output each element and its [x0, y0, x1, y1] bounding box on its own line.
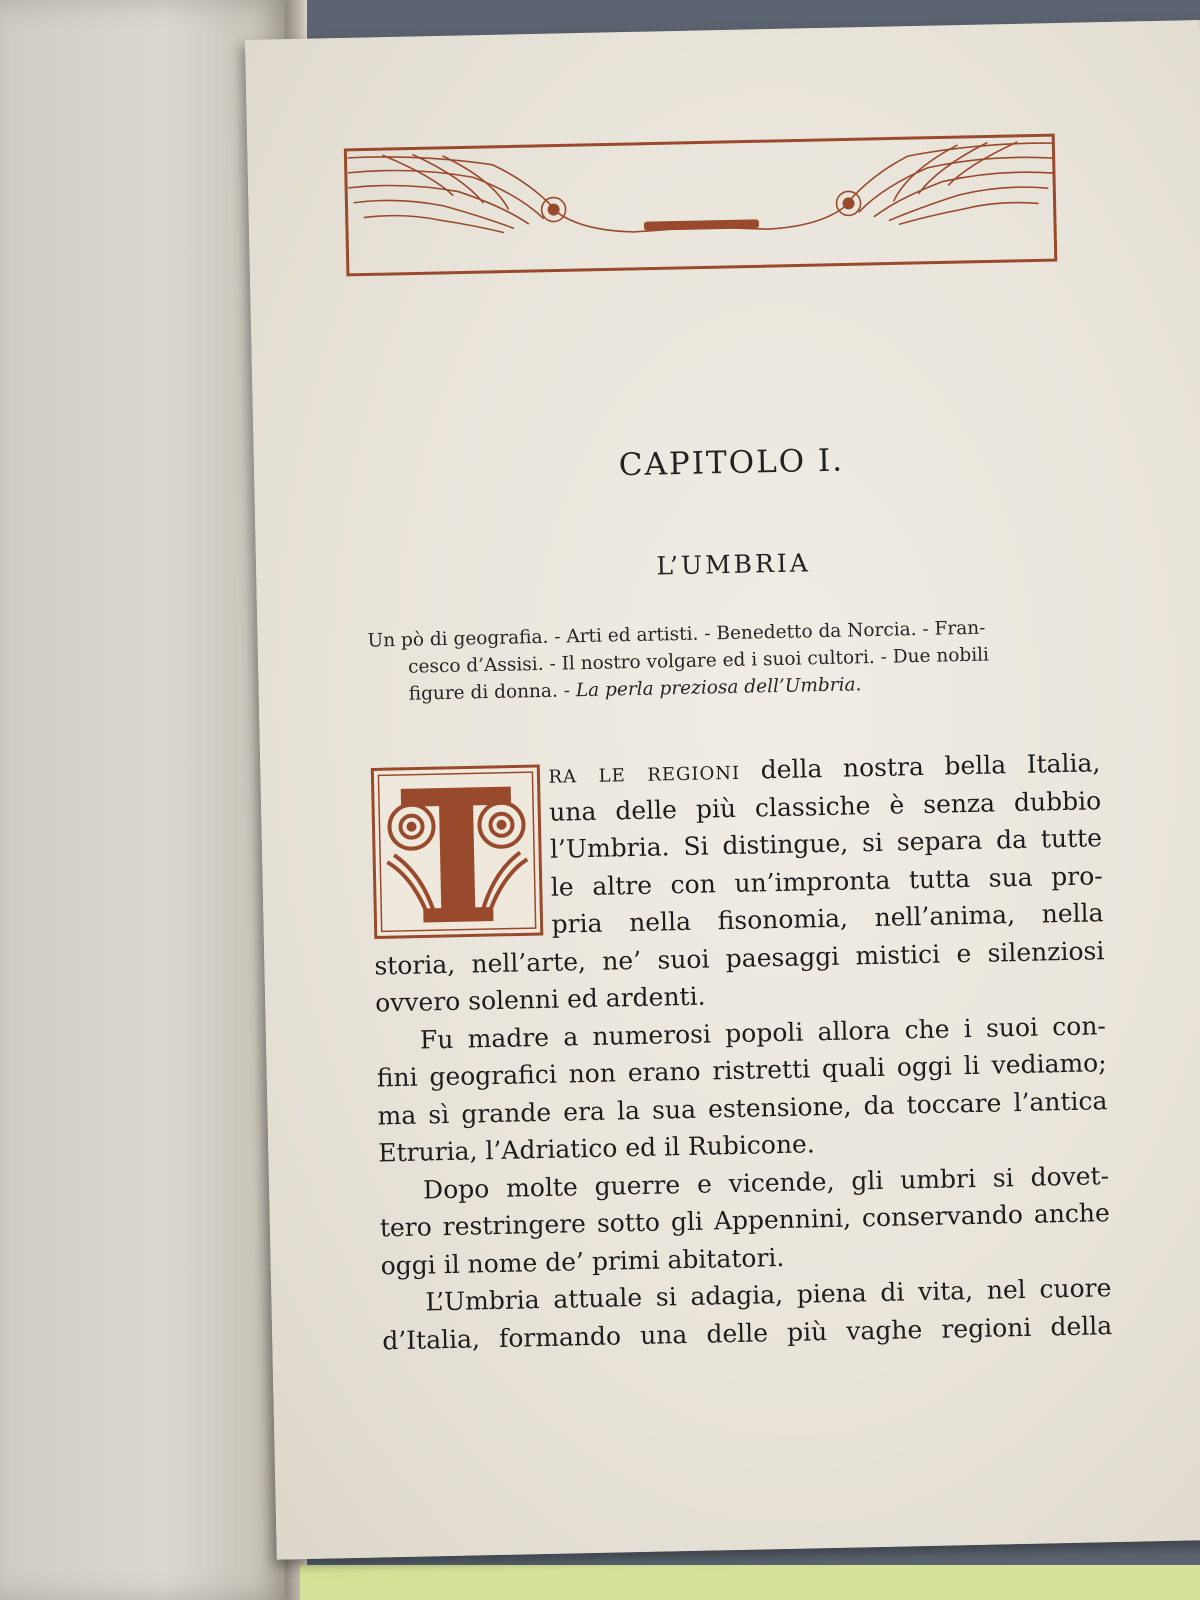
- smallcaps-opening: ra le regioni: [548, 755, 741, 789]
- summary-text: figure di donna. -: [408, 680, 577, 705]
- text-line: ovvero solenni ed ardenti.: [374, 981, 706, 1018]
- text-line: le altre con un’impronta tutta sua pro-: [550, 860, 1103, 902]
- text-line: storia, nell’arte, ne’ suoi paesaggi mistici e silenziosi: [374, 935, 1105, 980]
- text-line: tero restringere sotto gli Appennini, conservando anche: [379, 1198, 1111, 1243]
- text-line: Fu madre a numerosi popoli allora che i suoi con-: [419, 1010, 1107, 1055]
- text-segment: della nostra bella Italia,: [739, 748, 1101, 785]
- body-text: [370, 744, 1112, 1359]
- text-line: pria nella fisonomia, nell’anima, nella: [551, 898, 1104, 939]
- text-line: una delle più classiche è senza dubbio: [548, 785, 1102, 827]
- right-page: [245, 20, 1200, 1560]
- text-line: d’Italia, formando una delle più vaghe regioni della: [381, 1310, 1113, 1355]
- text-line: oggi il nome de’ primi abitatori.: [380, 1242, 785, 1280]
- chapter-summary: [367, 612, 1089, 708]
- text-line: l’Umbria. Si distingue, si separa da tutte: [549, 823, 1103, 864]
- summary-line: cesco d’Assisi. - Il nostro volgare ed i suoi cultori. - Due nobili: [407, 644, 990, 678]
- winged-figures-headpiece-icon: [342, 113, 1060, 278]
- text-line: Etruria, l’Adriatico ed il Rubicone.: [378, 1129, 816, 1168]
- green-underlay: [300, 1565, 1200, 1600]
- text-line: fini geografici non erano ristretti quali oggi li vediamo;: [376, 1048, 1107, 1093]
- chapter-title: CAPITOLO I.: [618, 442, 845, 484]
- summary-italic-text: La perla preziosa dell’Umbria.: [575, 674, 862, 702]
- text-line: L’Umbria attuale si adagia, piena di vita, nel cuore: [425, 1273, 1112, 1317]
- section-title: L’UMBRIA: [656, 548, 812, 581]
- text-line: Dopo molte guerre e vicende, gli umbri si dovet-: [422, 1160, 1110, 1205]
- summary-line: Un pò di geografia. - Arti ed artisti. - Benedetto da Norcia. - Fran-: [367, 617, 986, 652]
- text-line: ma sì grande era la sua estensione, da toccare l’antica: [377, 1085, 1108, 1130]
